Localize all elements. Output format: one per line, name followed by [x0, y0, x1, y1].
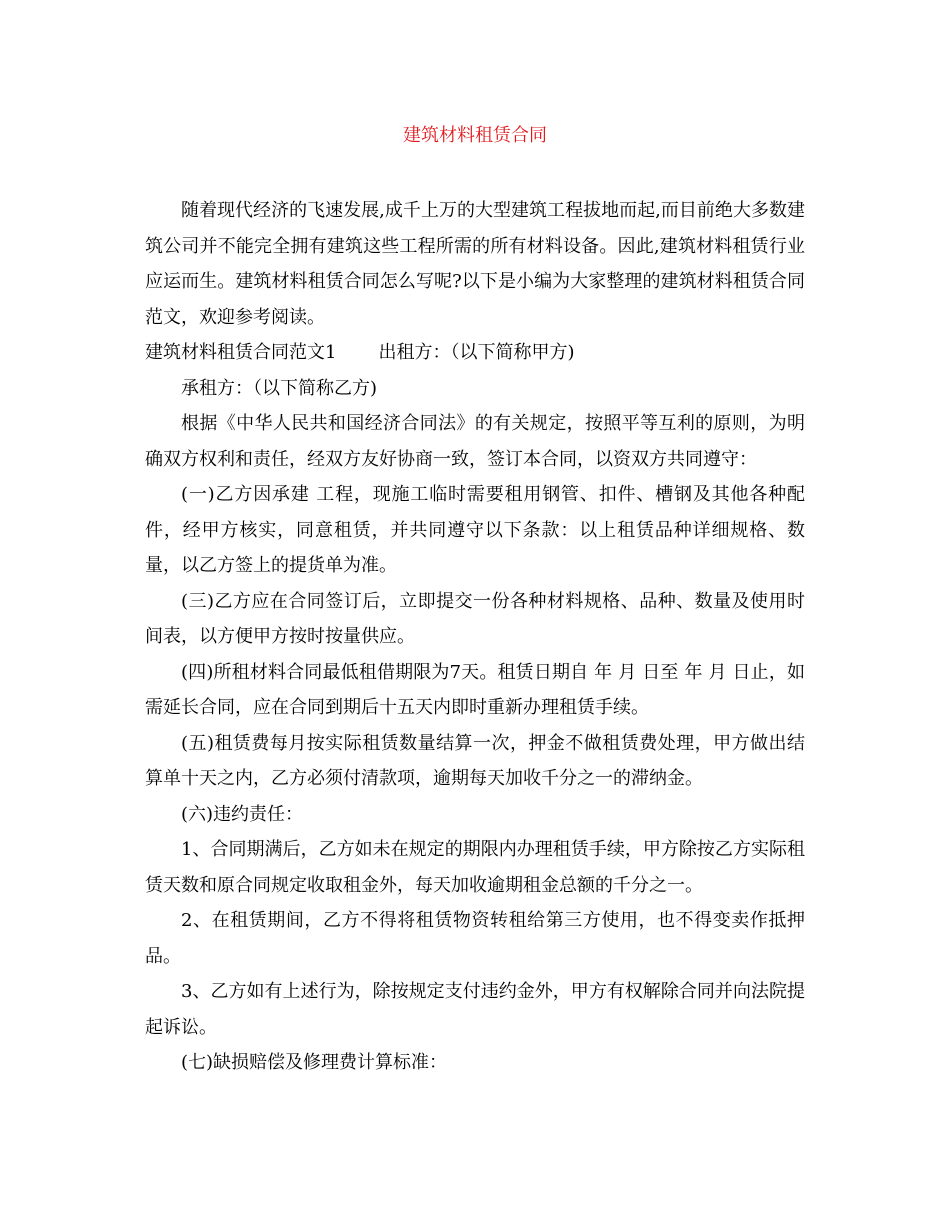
- sample-heading: 建筑材料租赁合同范文1: [145, 342, 337, 363]
- clause-heading: (七)缺损赔偿及修理费计算标准：: [181, 1052, 448, 1073]
- document-body: [145, 193, 805, 1081]
- clause-heading: (六)违约责任：: [181, 803, 304, 825]
- lessor-line: 出租方：（以下简称甲方): [378, 342, 575, 363]
- clause-item: 1、合同期满后，乙方如未在规定的期限内办理租赁手续，甲方除按乙方实际租赁天数和原合同规定收取租金外，每天加收逾期租金总额的千分之一。: [145, 839, 805, 896]
- sample-heading-line: [145, 335, 805, 371]
- lessee-line: 承租方：（以下简称乙方): [181, 377, 378, 399]
- clause-paragraph: (四)所租材料合同最低租借期限为7天。租赁日期自 年 月 日至 年 月 日止，如需延长合同，应在合同到期后十五天内即时重新办理租赁手续。: [145, 661, 805, 718]
- document-title: 建筑材料租赁合同: [403, 125, 547, 146]
- intro-paragraph: 随着现代经济的飞速发展,成千上万的大型建筑工程拔地而起,而目前绝大多数建筑公司并不能完全拥有建筑这些工程所需的所有材料设备。因此,建筑材料租赁行业应运而生。建筑材料租赁合同怎么写呢?以下是小编为大家整理的建筑材料租赁合同范文，欢迎参考阅读。: [145, 200, 805, 328]
- clause-paragraph: 根据《中华人民共和国经济合同法》的有关规定，按照平等互利的原则，为明确双方权利和责任，经双方友好协商一致，签订本合同，以资双方共同遵守：: [145, 413, 805, 470]
- clause-item: 3、乙方如有上述行为，除按规定支付违约金外，甲方有权解除合同并向法院提起诉讼。: [145, 981, 805, 1038]
- clause-item: 2、在租赁期间，乙方不得将租赁物资转租给第三方使用，也不得变卖作抵押品。: [145, 910, 805, 967]
- clause-paragraph: (三)乙方应在合同签订后，立即提交一份各种材料规格、品种、数量及使用时间表，以方便甲方按时按量供应。: [145, 590, 805, 647]
- clause-paragraph: (五)租赁费每月按实际租赁数量结算一次，押金不做租赁费处理，甲方做出结算单十天之内，乙方必须付清款项，逾期每天加收千分之一的滞纳金。: [145, 732, 805, 789]
- clause-paragraph: (一)乙方因承建 工程，现施工临时需要租用钢管、扣件、槽钢及其他各种配件，经甲方核实，同意租赁，并共同遵守以下条款：以上租赁品种详细规格、数量，以乙方签上的提货单为准。: [145, 484, 805, 576]
